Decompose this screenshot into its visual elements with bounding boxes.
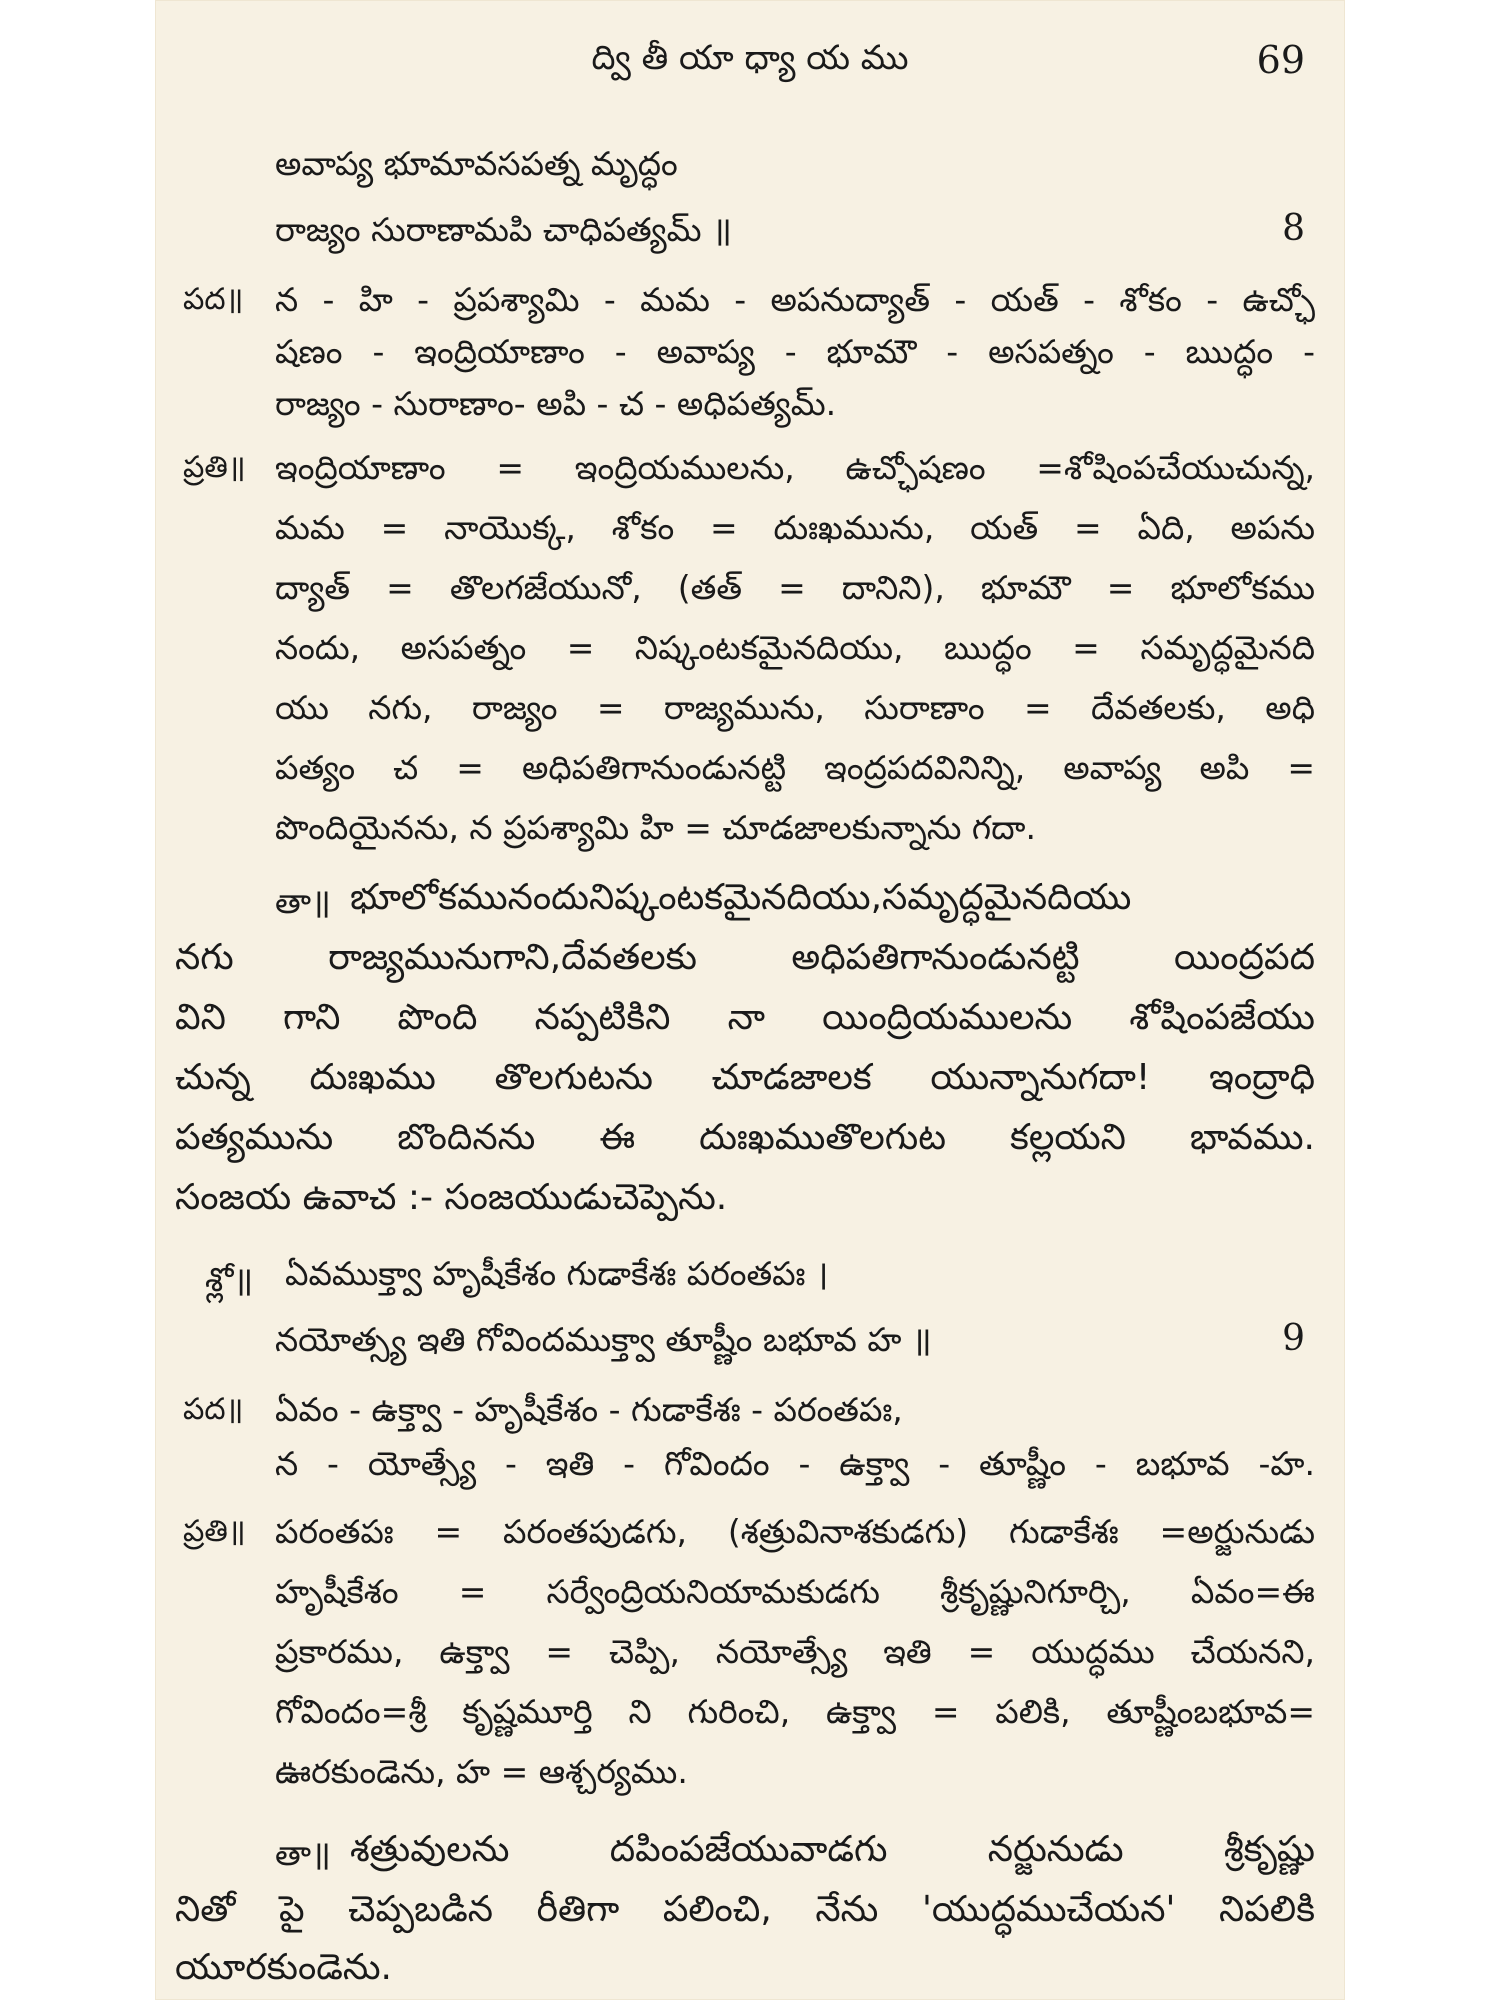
taa-label: తా॥ xyxy=(275,882,331,921)
taa-line: శత్రువులను దపింపజేయువాడగు నర్జునుడు శ్రీకృష్ణు xyxy=(350,1829,1315,1870)
verse-number: 9 xyxy=(1282,1318,1305,1359)
prati-line: యు నగు, రాజ్యం = రాజ్యమును, సురాణాం = దేవతలకు, అధి xyxy=(275,688,1315,727)
prati-label: ప్రతి॥ xyxy=(183,450,246,485)
taa-line: యూరకుండెను. xyxy=(175,1947,393,1988)
pada-line: న - హి - ప్రపశ్యామి - మమ - అపనుద్యాత్ - యత్ - శోకం - ఉచ్ఛో xyxy=(275,280,1315,319)
prati-line: గోవిందం=శ్రీ కృష్ణమూర్తి ని గురించి, ఉక్త్వా = పలికి, తూష్ణీంబభూవ= xyxy=(275,1692,1315,1731)
prati-line: హృషీకేశం = సర్వేంద్రియనియామకుడగు శ్రీకృష్ణునిగూర్చి, ఏవం=ఈ xyxy=(275,1572,1315,1611)
pada-label: పద॥ xyxy=(183,1392,244,1427)
pada-line: రాజ్యం - సురాణాం- అపి - చ - అధిపత్యమ్. xyxy=(275,384,837,423)
pada-line: న - యోత్స్యే - ఇతి - గోవిందం - ఉక్త్వా - తూష్ణీం - బభూవ -హ. xyxy=(275,1444,1315,1483)
verse-line: అవాప్య భూమావసపత్న మృద్ధం xyxy=(275,144,678,183)
verse-number: 8 xyxy=(1282,208,1305,249)
pada-line: షణం - ఇంద్రియాణాం - అవాప్య - భూమౌ - అసపత్నం - ఋద్ధం - xyxy=(275,332,1315,371)
book-page xyxy=(155,0,1345,2000)
verse-line: రాజ్యం సురాణామపి చాధిపత్యమ్ ॥ xyxy=(275,210,732,249)
prati-label: ప్రతి॥ xyxy=(183,1514,246,1549)
prati-line: ప్రకారము, ఉక్త్వా = చెప్పి, నయోత్స్యే ఇతి = యుద్ధము చేయనని, xyxy=(275,1632,1315,1671)
taa-line: విని గాని పొంది నప్పటికిని నా యింద్రియములను శోషింపజేయు xyxy=(175,997,1315,1038)
prati-line: మమ = నాయొక్క, శోకం = దుఃఖమును, యత్ = ఏది, అపను xyxy=(275,508,1315,547)
prati-line: పరంతపః = పరంతపుడగు, (శత్రువినాశకుడగు) గుడాకేశః =అర్జునుడు xyxy=(275,1512,1315,1551)
prati-line: ద్యాత్ = తొలగజేయునో, (తత్ = దానిని), భూమౌ = భూలోకము xyxy=(275,568,1315,607)
pada-label: పద॥ xyxy=(183,282,244,317)
page-header xyxy=(155,38,1345,98)
shloka-label: శ్లో॥ xyxy=(205,1260,254,1299)
prati-line: పొందియైనను, న ప్రపశ్యామి హి = చూడజాలకున్నాను గదా. xyxy=(275,808,1036,847)
sanjaya-line: సంజయ ఉవాచ :- సంజయుడుచెప్పెను. xyxy=(175,1177,728,1218)
pada-line: ఏవం - ఉక్త్వా - హృషీకేశం - గుడాకేశః - పరంతపః, xyxy=(275,1390,903,1429)
taa-line: పత్యమును బొందినను ఈ దుఃఖముతొలగుట కల్లయని భావము. xyxy=(175,1117,1315,1158)
page-number: 69 xyxy=(1256,38,1305,82)
prati-line: ఊరకుండెను, హ = ఆశ్చర్యము. xyxy=(275,1752,688,1791)
prati-line: ఇంద్రియాణాం = ఇంద్రియములను, ఉచ్ఛోషణం =శోషింపచేయుచున్న, xyxy=(275,448,1315,487)
verse-line: ఏవముక్త్వా హృషీకేశం గుడాకేశః పరంతపః । xyxy=(285,1254,829,1293)
prati-line: పత్యం చ = అధిపతిగానుండునట్టి ఇంద్రపదవినిన్ని, అవాప్య అపి = xyxy=(275,748,1315,787)
taa-line: భూలోకమునందునిష్కంటకమైనదియు,సమృద్ధమైనదియు xyxy=(350,877,1132,918)
taa-line: నితో పై చెప్పబడిన రీతిగా పలించి, నేను 'యుద్ధముచేయన' నిపలికి xyxy=(175,1889,1315,1930)
taa-label: తా॥ xyxy=(275,1834,331,1873)
chapter-title: ద్వి తీ యా ధ్యా య ము xyxy=(591,38,909,78)
prati-line: నందు, అసపత్నం = నిష్కంటకమైనదియు, ఋద్ధం = సమృద్ధమైనది xyxy=(275,628,1315,667)
taa-line: నగు రాజ్యమునుగాని,దేవతలకు అధిపతిగానుండునట్టి యింద్రపద xyxy=(175,937,1315,978)
taa-line: చున్న దుఃఖము తొలగుటను చూడజాలక యున్నానుగదా! ఇంద్రాధి xyxy=(175,1057,1315,1098)
verse-line: నయోత్స్య ఇతి గోవిందముక్త్వా తూష్ణీం బభూవ హ ॥ xyxy=(275,1320,932,1359)
